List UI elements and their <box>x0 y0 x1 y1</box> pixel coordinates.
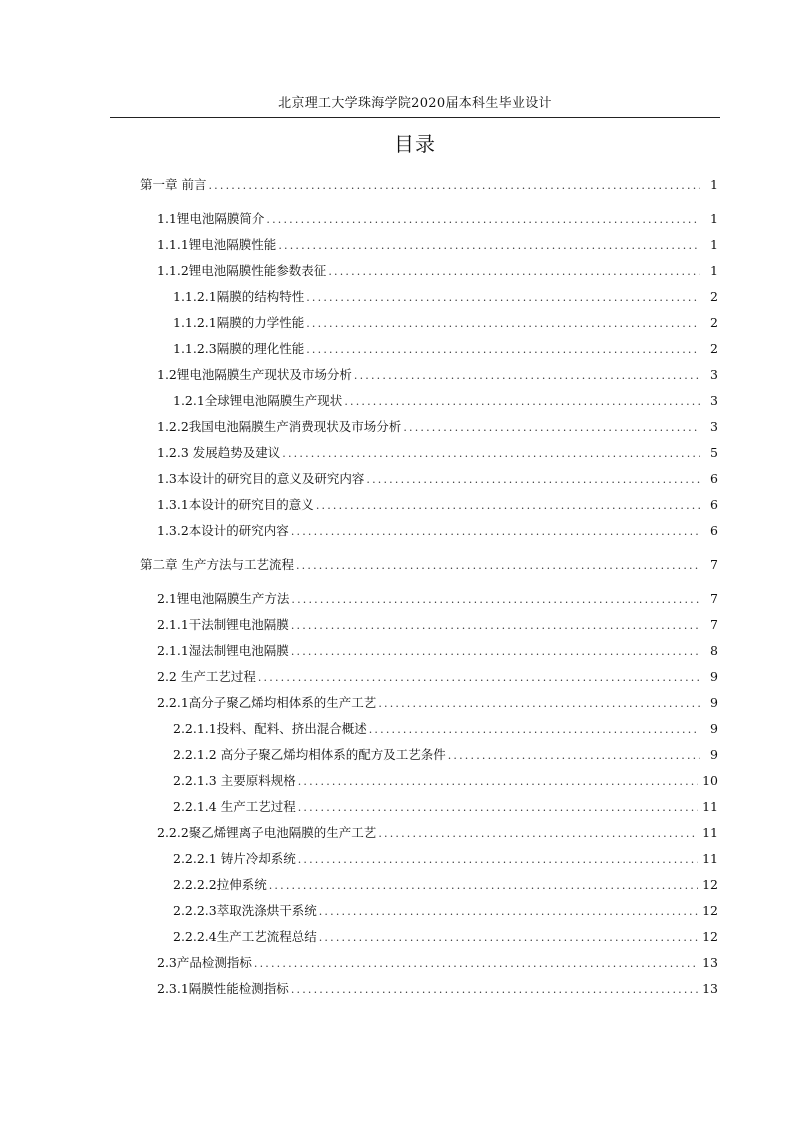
toc-leader-dots <box>306 317 700 330</box>
toc-entry-2-1[interactable] <box>157 589 718 607</box>
toc-entry-2-2-1[interactable] <box>157 693 718 711</box>
toc-leader-dots <box>291 525 700 538</box>
toc-entry-2-2-1-3[interactable] <box>173 771 718 789</box>
toc-entry-1-2-3[interactable] <box>157 443 718 461</box>
toc-entry-page: 11 <box>702 851 718 866</box>
toc-leader-dots <box>296 559 700 572</box>
toc-entry-page: 1 <box>710 177 718 192</box>
toc-entry-page: 6 <box>710 471 718 486</box>
toc-entry-1-2-1[interactable] <box>173 391 718 409</box>
toc-entry-label: 1.1.2.3隔膜的理化性能 <box>173 341 305 356</box>
toc-entry-page: 10 <box>702 773 718 788</box>
toc-entry-2-2-1-2[interactable] <box>173 745 718 763</box>
toc-entry-label: 1.1.2.1隔膜的力学性能 <box>173 315 305 330</box>
toc-leader-dots <box>319 905 698 918</box>
toc-entry-label: 1.2锂电池隔膜生产现状及市场分析 <box>157 367 352 382</box>
toc-entry-label: 1.2.3 发展趋势及建议 <box>157 445 281 460</box>
toc-leader-dots <box>278 239 700 252</box>
toc-entry-page: 9 <box>710 721 718 736</box>
toc-entry-label: 2.3产品检测指标 <box>157 955 252 970</box>
toc-leader-dots <box>306 343 700 356</box>
toc-entry-page: 6 <box>710 497 718 512</box>
toc-entry-label: 1.3.2本设计的研究内容 <box>157 523 289 538</box>
toc-entry-label: 2.2.1.1投料、配料、挤出混合概述 <box>173 721 367 736</box>
toc-entry-page: 11 <box>702 799 718 814</box>
toc-entry-page: 2 <box>710 341 718 356</box>
toc-entry-page: 13 <box>702 955 718 970</box>
toc-entry-2-3[interactable] <box>157 953 718 971</box>
toc-entry-page: 1 <box>710 211 718 226</box>
toc-leader-dots <box>306 291 700 304</box>
toc-entry-page: 7 <box>710 591 718 606</box>
toc-entry-page: 7 <box>710 617 718 632</box>
toc-entry-page: 11 <box>702 825 718 840</box>
toc-entry-page: 9 <box>710 747 718 762</box>
toc-entry-label: 2.2.2聚乙烯锂离子电池隔膜的生产工艺 <box>157 825 377 840</box>
toc-entry-page: 9 <box>710 669 718 684</box>
toc-entry-2-2[interactable] <box>157 667 718 685</box>
toc-title: 目录 <box>394 132 436 156</box>
toc-entry-page: 3 <box>710 367 718 382</box>
toc-leader-dots <box>319 931 698 944</box>
toc-entry-2-2-2-3[interactable] <box>173 901 718 919</box>
toc-entry-1-1-2-1b[interactable] <box>173 313 718 331</box>
toc-leader-dots <box>369 723 700 736</box>
toc-entry-1-3[interactable] <box>157 469 718 487</box>
toc-entry-label: 1.1.2锂电池隔膜性能参数表征 <box>157 263 327 278</box>
toc-entry-label: 1.3本设计的研究目的意义及研究内容 <box>157 471 365 486</box>
toc-entry-label: 2.2.1.2 高分子聚乙烯均相体系的配方及工艺条件 <box>173 747 446 762</box>
toc-entry-page: 2 <box>710 289 718 304</box>
toc-entry-2-3-1[interactable] <box>157 979 718 997</box>
toc-entry-page: 12 <box>702 903 718 918</box>
toc-leader-dots <box>269 879 698 892</box>
toc-leader-dots <box>291 619 700 632</box>
toc-leader-dots <box>298 853 698 866</box>
toc-entry-1-1-2-3[interactable] <box>173 339 718 357</box>
toc-entry-label: 2.2.1高分子聚乙烯均相体系的生产工艺 <box>157 695 377 710</box>
toc-leader-dots <box>291 593 700 606</box>
toc-entry-page: 8 <box>710 643 718 658</box>
toc-entry-label: 2.2 生产工艺过程 <box>157 669 256 684</box>
toc-entry-chapter-2[interactable] <box>140 555 718 573</box>
toc-entry-page: 3 <box>710 419 718 434</box>
toc-entry-label: 2.1锂电池隔膜生产方法 <box>157 591 290 606</box>
toc-entry-1-1-2[interactable] <box>157 261 718 279</box>
toc-leader-dots <box>298 775 698 788</box>
toc-entry-page: 6 <box>710 523 718 538</box>
toc-entry-page: 12 <box>702 929 718 944</box>
toc-leader-dots <box>378 697 700 710</box>
toc-entry-page: 2 <box>710 315 718 330</box>
toc-entry-page: 5 <box>710 445 718 460</box>
page-header: 北京理工大学珠海学院2020届本科生毕业设计 <box>278 96 552 111</box>
toc-leader-dots <box>378 827 698 840</box>
toc-entry-1-1-1[interactable] <box>157 235 718 253</box>
toc-entry-2-2-2[interactable] <box>157 823 718 841</box>
toc-entry-2-2-2-2[interactable] <box>173 875 718 893</box>
toc-entry-2-2-1-4[interactable] <box>173 797 718 815</box>
toc-entry-1-2[interactable] <box>157 365 718 383</box>
toc-entry-label: 2.1.1湿法制锂电池隔膜 <box>157 643 289 658</box>
toc-entry-page: 12 <box>702 877 718 892</box>
toc-leader-dots <box>344 395 700 408</box>
toc-entry-1-1[interactable] <box>157 209 718 227</box>
toc-entry-label: 2.2.1.4 生产工艺过程 <box>173 799 296 814</box>
toc-entry-1-3-1[interactable] <box>157 495 718 513</box>
toc-entry-label: 2.1.1干法制锂电池隔膜 <box>157 617 289 632</box>
toc-entry-label: 2.2.2.4生产工艺流程总结 <box>173 929 317 944</box>
header-rule <box>110 117 720 118</box>
toc-entry-label: 2.2.2.3萃取洗涤烘干系统 <box>173 903 317 918</box>
toc-entry-page: 9 <box>710 695 718 710</box>
toc-leader-dots <box>291 983 698 996</box>
toc-entry-page: 7 <box>710 557 718 572</box>
toc-leader-dots <box>316 499 700 512</box>
toc-leader-dots <box>282 447 700 460</box>
toc-entry-label: 第二章 生产方法与工艺流程 <box>140 557 294 572</box>
toc-entry-2-2-2-4[interactable] <box>173 927 718 945</box>
toc-entry-label: 第一章 前言 <box>140 177 207 192</box>
toc-entry-label: 2.2.2.1 铸片冷却系统 <box>173 851 296 866</box>
toc-leader-dots <box>354 369 700 382</box>
toc-leader-dots <box>254 957 698 970</box>
toc-leader-dots <box>298 801 698 814</box>
toc-leader-dots <box>448 749 700 762</box>
toc-entry-page: 1 <box>710 237 718 252</box>
toc-entry-page: 13 <box>702 981 718 996</box>
toc-leader-dots <box>258 671 700 684</box>
toc-leader-dots <box>291 645 700 658</box>
toc-entry-1-3-2[interactable] <box>157 521 718 539</box>
toc-entry-label: 1.1.2.1隔膜的结构特性 <box>173 289 305 304</box>
toc-entry-label: 1.3.1本设计的研究目的意义 <box>157 497 314 512</box>
toc-entry-page: 1 <box>710 263 718 278</box>
toc-leader-dots <box>366 473 700 486</box>
toc-leader-dots <box>208 179 700 192</box>
toc-entry-chapter-1[interactable] <box>140 175 718 193</box>
toc-entry-label: 1.2.2我国电池隔膜生产消费现状及市场分析 <box>157 419 402 434</box>
toc-entry-page: 3 <box>710 393 718 408</box>
toc-entry-2-2-2-1[interactable] <box>173 849 718 867</box>
toc-leader-dots <box>328 265 700 278</box>
toc-entry-1-2-2[interactable] <box>157 417 718 435</box>
toc-leader-dots <box>266 213 700 226</box>
toc-entry-label: 2.2.1.3 主要原料规格 <box>173 773 296 788</box>
toc-entry-label: 2.3.1隔膜性能检测指标 <box>157 981 289 996</box>
toc-entry-label: 1.1.1锂电池隔膜性能 <box>157 237 277 252</box>
toc-entry-label: 2.2.2.2拉伸系统 <box>173 877 267 892</box>
toc-entry-label: 1.1锂电池隔膜简介 <box>157 211 265 226</box>
toc-entry-2-1-1[interactable] <box>157 615 718 633</box>
toc-entry-2-2-1-1[interactable] <box>173 719 718 737</box>
toc-leader-dots <box>403 421 700 434</box>
toc-entry-label: 1.2.1全球锂电池隔膜生产现状 <box>173 393 343 408</box>
toc-entry-1-1-2-1[interactable] <box>173 287 718 305</box>
toc-entry-2-1-1b[interactable] <box>157 641 718 659</box>
